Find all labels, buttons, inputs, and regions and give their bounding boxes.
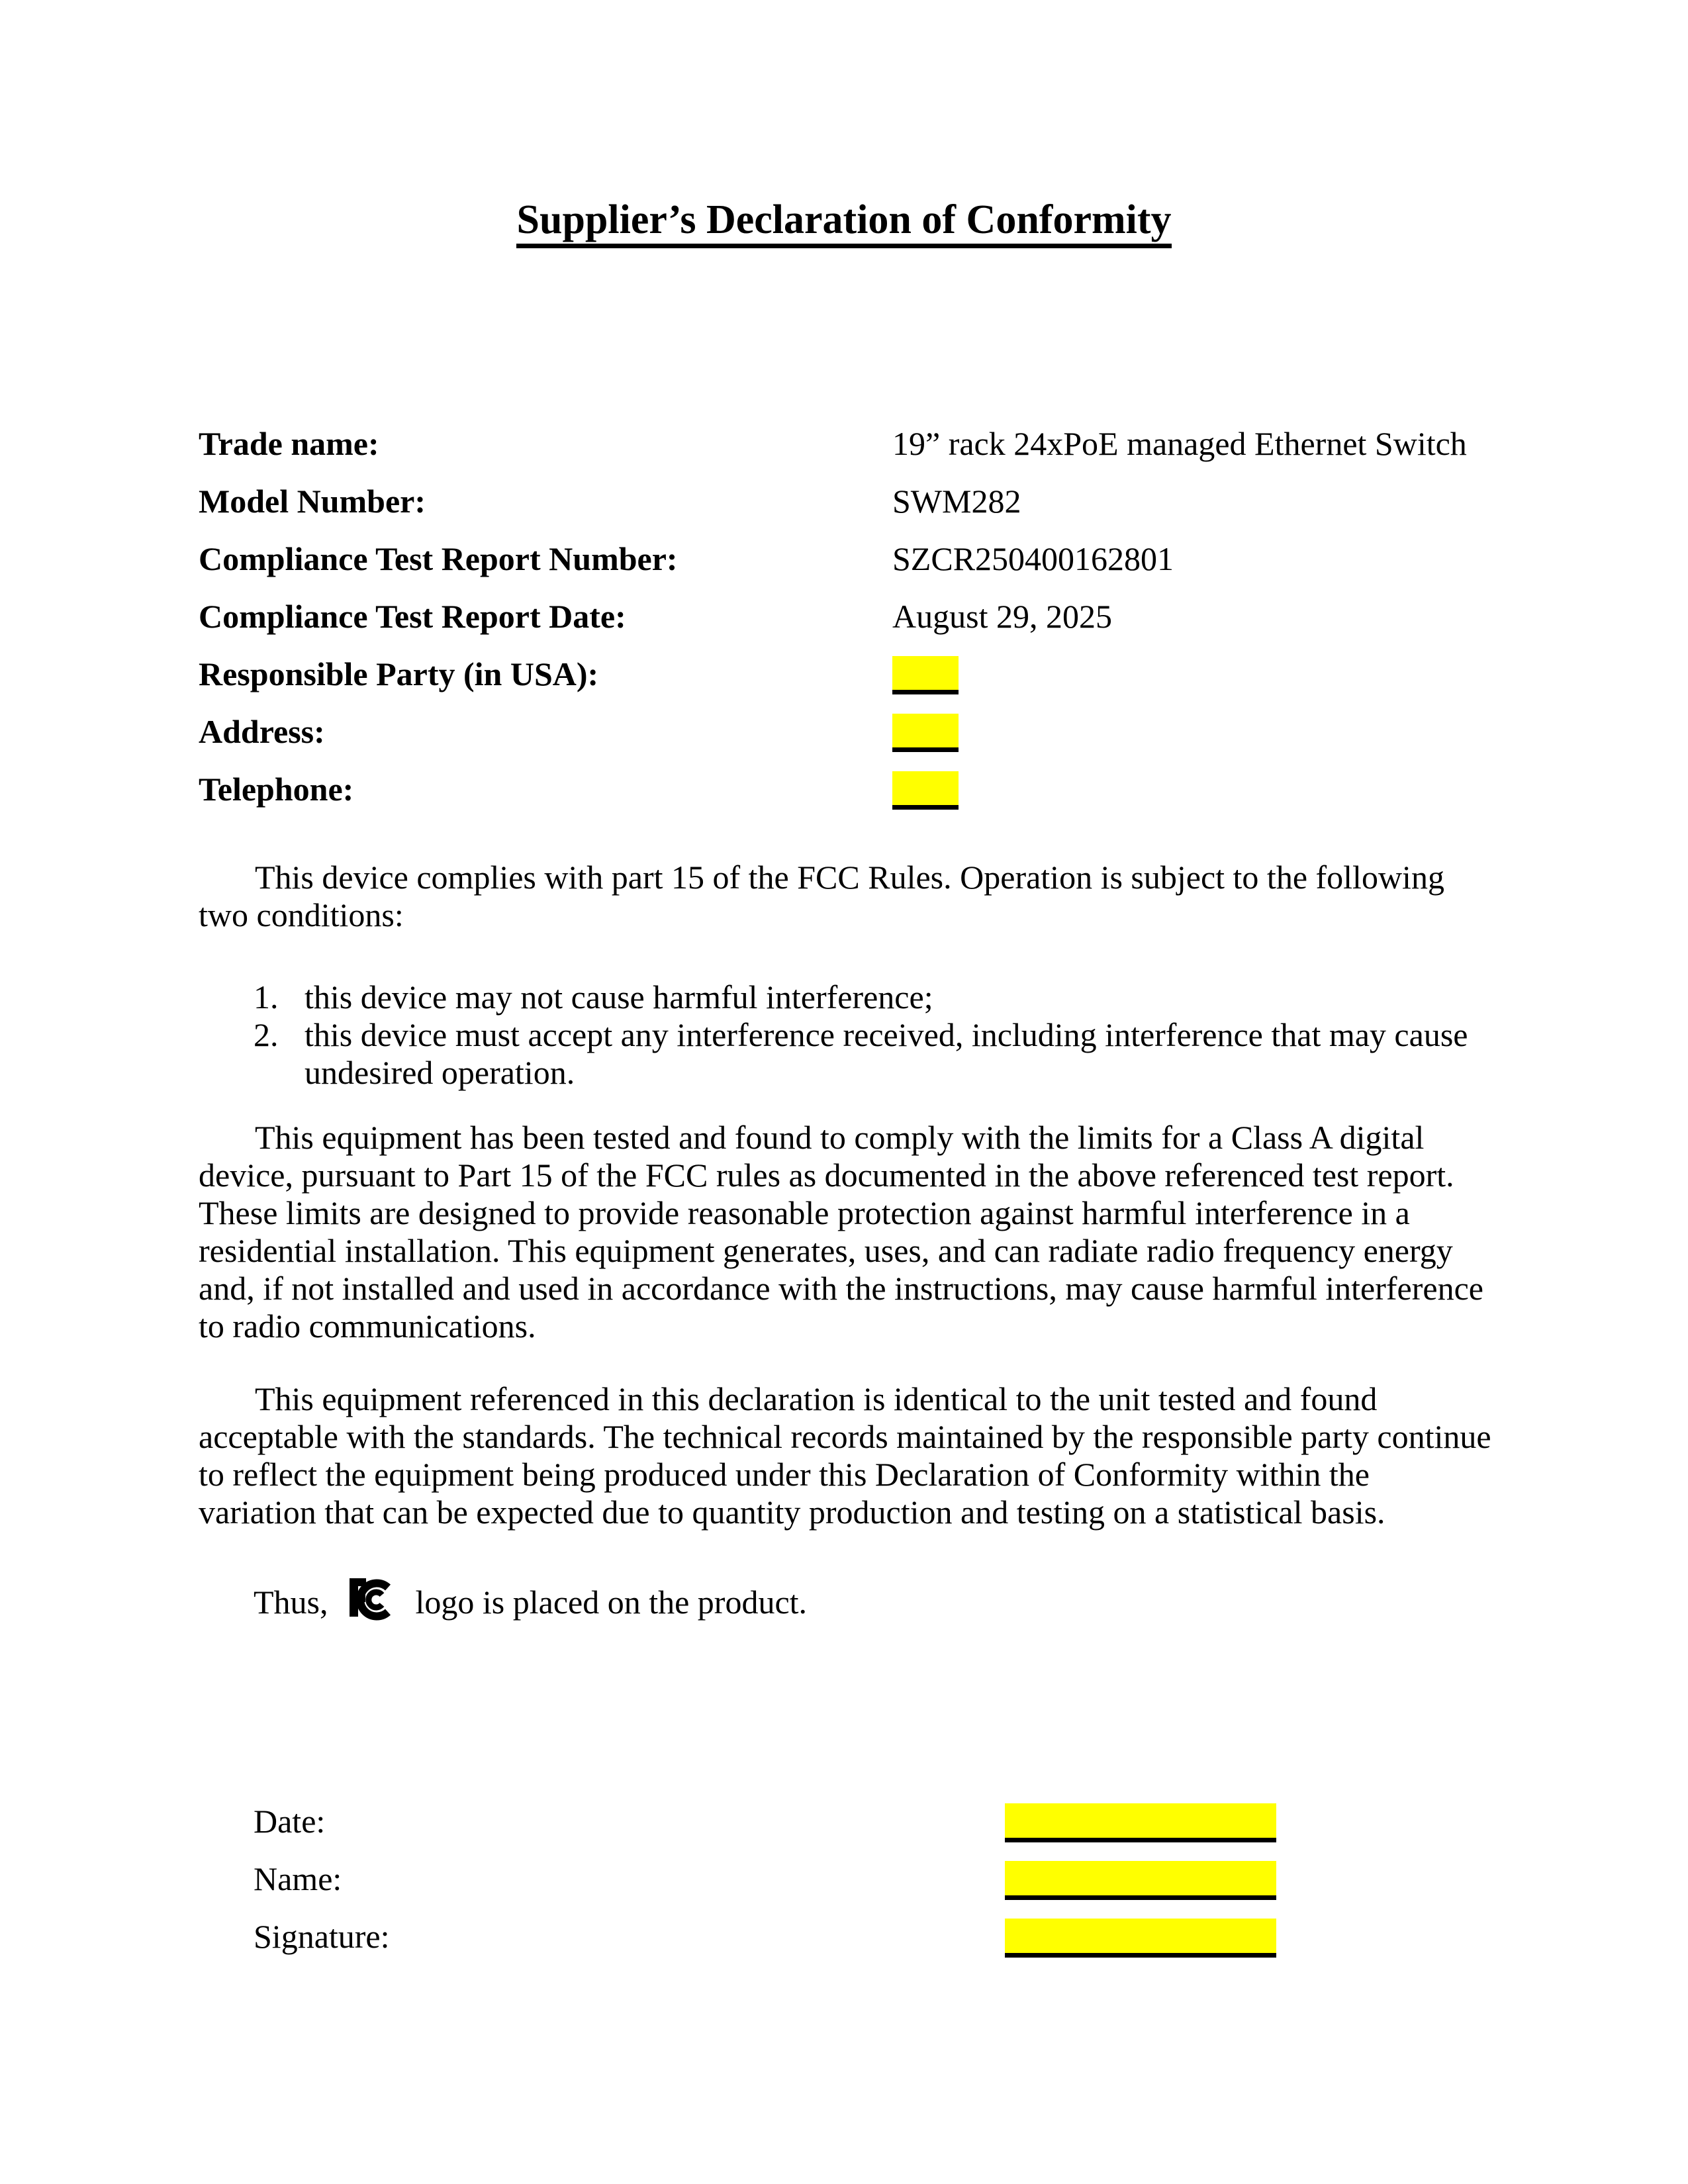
field-label: Telephone: — [199, 771, 354, 808]
list-item — [254, 978, 1495, 1016]
paragraph-class-a-limits: This equipment has been tested and found to comply with the limits for a Class A digital device, pursuant to Part 15 of the FCC rules as documented in the above referenced test report. These limits are designed to provide reasonable protection against harmful interference in a residential installation. This equipment generates, uses, and can radiate radio frequency energy and, if not installed and used in accordance with the instructions, may cause harmful interference to radio communications. — [199, 1119, 1483, 1345]
highlighted-blank-telephone[interactable] — [892, 771, 959, 810]
field-row-responsible-party — [199, 655, 1496, 712]
field-value: SZCR250400162801 — [892, 540, 1174, 577]
highlighted-blank-name[interactable] — [1005, 1861, 1276, 1900]
highlighted-blank-date[interactable] — [1005, 1803, 1276, 1842]
field-value — [892, 770, 1496, 810]
field-label: Address: — [199, 713, 325, 750]
field-label: Trade name: — [199, 425, 379, 462]
list-item — [254, 1016, 1495, 1092]
field-label: Responsible Party (in USA): — [199, 655, 599, 692]
paragraph-fcc-part15: This device complies with part 15 of the FCC Rules. Operation is subject to the following two conditions: — [199, 859, 1444, 933]
list-item-text: this device may not cause harmful interference; — [305, 978, 933, 1016]
thus-statement — [254, 1574, 807, 1622]
fcc-logo-icon — [343, 1574, 397, 1622]
field-row-report-date — [199, 597, 1496, 655]
signature-label: Name: — [254, 1860, 342, 1897]
signature-row-name — [254, 1860, 1286, 1917]
highlighted-blank-responsible-party[interactable] — [892, 656, 959, 694]
field-row-address — [199, 712, 1496, 770]
field-label: Compliance Test Report Number: — [199, 540, 678, 577]
thus-prefix: Thus, — [254, 1584, 328, 1621]
signature-label: Signature: — [254, 1918, 390, 1955]
field-row-trade-name — [199, 424, 1496, 482]
signature-block — [254, 1802, 1286, 1975]
field-value — [892, 712, 1496, 752]
signature-row-signature — [254, 1917, 1286, 1975]
field-value: August 29, 2025 — [892, 598, 1112, 635]
field-row-report-number — [199, 540, 1496, 597]
conditions-list — [254, 978, 1495, 1092]
field-value: SWM282 — [892, 483, 1021, 520]
thus-suffix: logo is placed on the product. — [415, 1584, 808, 1621]
field-row-model-number — [199, 482, 1496, 540]
field-row-telephone — [199, 770, 1496, 828]
highlighted-blank-signature[interactable] — [1005, 1919, 1276, 1958]
list-item-number: 1. — [254, 978, 279, 1016]
field-value: 19” rack 24xPoE managed Ethernet Switch — [892, 425, 1467, 462]
signature-label: Date: — [254, 1803, 326, 1840]
declaration-fields — [199, 424, 1496, 828]
signature-row-date — [254, 1802, 1286, 1860]
title-area — [0, 199, 1688, 248]
field-label: Model Number: — [199, 483, 426, 520]
list-item-number: 2. — [254, 1016, 279, 1053]
highlighted-blank-address[interactable] — [892, 714, 959, 752]
page-title: Supplier’s Declaration of Conformity — [516, 199, 1171, 248]
field-value — [892, 655, 1496, 694]
field-label: Compliance Test Report Date: — [199, 598, 626, 635]
paragraph-technical-records: This equipment referenced in this declaration is identical to the unit tested and found acceptable with the standards. The technical records maintained by the responsible party continue to reflect the equipment being produced under this Declaration of Conformity within the variation that can be expected due to quantity production and testing on a statistical basis. — [199, 1380, 1491, 1531]
list-item-text: this device must accept any interference received, including interference that may cause undesired operation. — [305, 1016, 1468, 1091]
